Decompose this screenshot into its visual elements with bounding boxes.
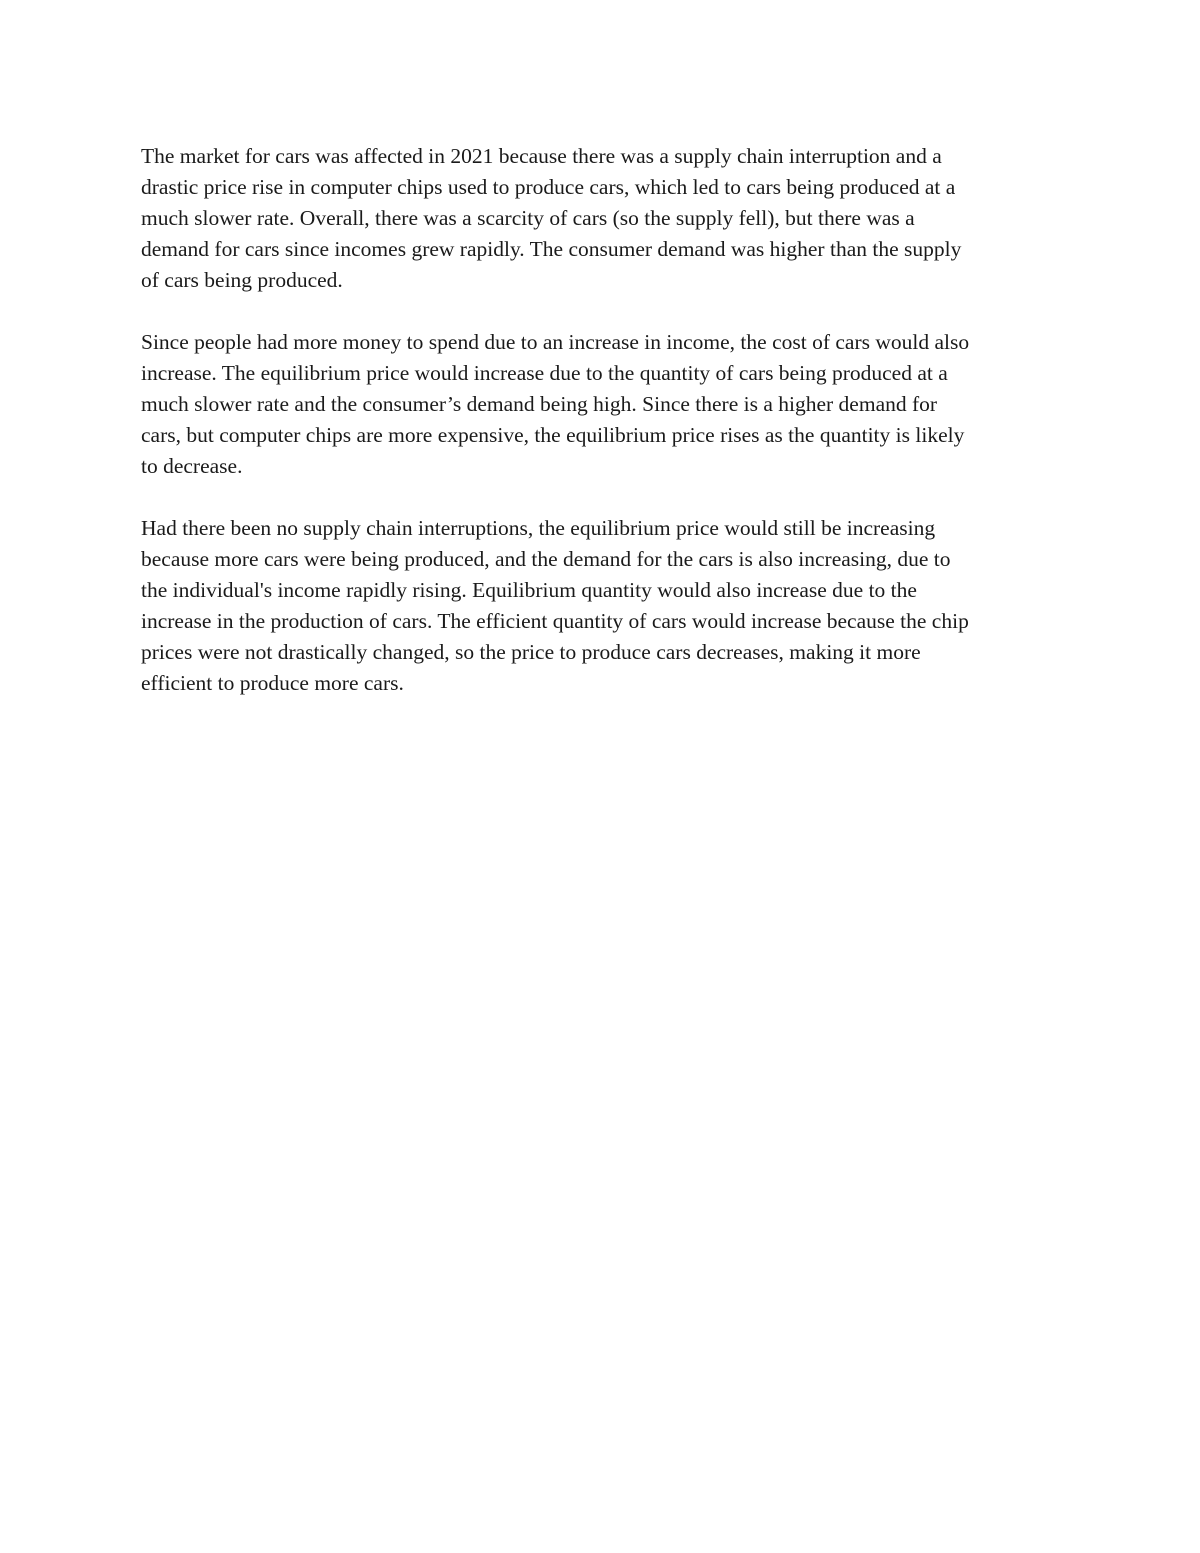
paragraph-line: demand for cars since incomes grew rapidly. The consumer demand was higher than the supply xyxy=(141,237,962,261)
paragraph-line: Since people had more money to spend due to an increase in income, the cost of cars would also xyxy=(141,330,970,354)
paragraph-line: to decrease. xyxy=(141,454,243,478)
paragraph-line: much slower rate. Overall, there was a scarcity of cars (so the supply fell), but there was a xyxy=(141,206,915,230)
paragraph-line: much slower rate and the consumer’s demand being high. Since there is a higher demand for xyxy=(141,392,938,416)
paragraph-line: the individual's income rapidly rising. Equilibrium quantity would also increase due to the xyxy=(141,578,917,602)
paragraph-1 xyxy=(141,141,1061,296)
paragraph-2 xyxy=(141,327,1061,482)
paragraph-line: prices were not drastically changed, so the price to produce cars decreases, making it more xyxy=(141,640,921,664)
paragraph-line: efficient to produce more cars. xyxy=(141,671,404,695)
paragraph-line: Had there been no supply chain interruptions, the equilibrium price would still be increasing xyxy=(141,516,936,540)
paragraph-line: drastic price rise in computer chips used to produce cars, which led to cars being produced at a xyxy=(141,175,956,199)
paragraph-line: of cars being produced. xyxy=(141,268,343,292)
paragraph-line: cars, but computer chips are more expensive, the equilibrium price rises as the quantity is likely xyxy=(141,423,965,447)
paragraph-line: increase in the production of cars. The efficient quantity of cars would increase because the chip xyxy=(141,609,969,633)
paragraph-3 xyxy=(141,513,1061,699)
document-body xyxy=(141,141,1061,730)
paragraph-line: because more cars were being produced, and the demand for the cars is also increasing, due to xyxy=(141,547,951,571)
paragraph-line: The market for cars was affected in 2021 because there was a supply chain interruption and a xyxy=(141,144,942,168)
paragraph-line: increase. The equilibrium price would increase due to the quantity of cars being produced at a xyxy=(141,361,948,385)
